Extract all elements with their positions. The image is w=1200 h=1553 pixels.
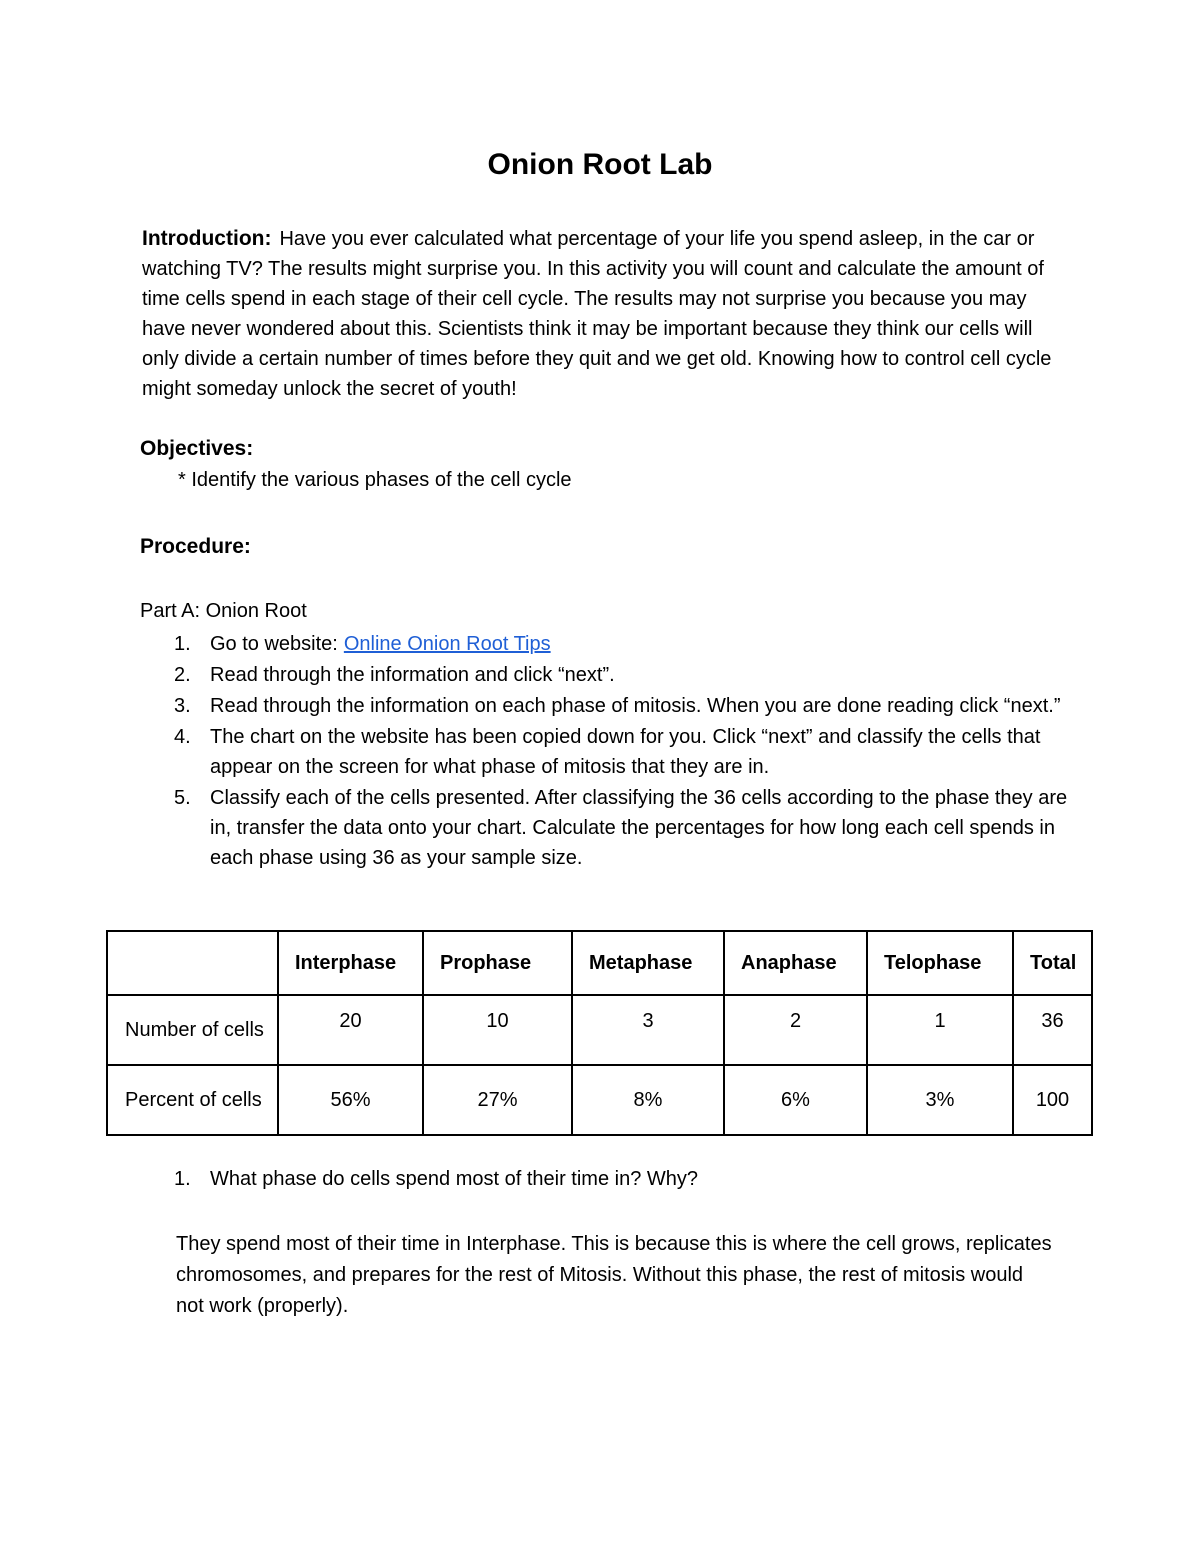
objectives-heading: Objectives: <box>140 437 254 460</box>
table-cell: 10 <box>423 995 572 1065</box>
step-number: 1. <box>174 633 191 655</box>
step-text: The chart on the website has been copied down for you. Click “next” and classify the cells that appear on the screen for what phase of mitosis that they are in. <box>210 726 1041 778</box>
table-header-cell: Prophase <box>423 931 572 995</box>
step-text: Read through the information on each phase of mitosis. When you are done reading click “next.” <box>210 695 1061 717</box>
question-number: 1. <box>174 1168 191 1190</box>
step-number: 4. <box>174 726 191 748</box>
introduction-paragraph <box>142 224 1072 404</box>
step-number: 5. <box>174 787 191 809</box>
answer-text: They spend most of their time in Interphase. This is because this is where the cell grows, replicates chromosomes, and prepares for the rest of Mitosis. Without this phase, the rest of mitosis would not work (properly). <box>176 1233 1052 1317</box>
question-text: What phase do cells spend most of their time in? Why? <box>210 1168 699 1190</box>
step-text: Go to website: <box>210 633 338 655</box>
table-cell: 56% <box>278 1065 423 1135</box>
table-row <box>107 995 1092 1065</box>
table-cell: 100 <box>1013 1065 1092 1135</box>
row-label: Percent of cells <box>107 1065 278 1135</box>
procedure-heading: Procedure: <box>140 535 251 558</box>
table-cell: 3 <box>572 995 724 1065</box>
cell-phase-table <box>106 930 1093 1136</box>
page-title: Onion Root Lab <box>487 148 713 181</box>
table-header-cell: Metaphase <box>572 931 724 995</box>
procedure-step-2 <box>0 660 1070 690</box>
row-label: Number of cells <box>107 995 278 1065</box>
table-cell: 20 <box>278 995 423 1065</box>
part-a-label: Part A: Onion Root <box>140 600 307 622</box>
table-cell: 36 <box>1013 995 1092 1065</box>
procedure-step-5 <box>0 783 1070 873</box>
table-row <box>107 1065 1092 1135</box>
procedure-step-1 <box>0 629 1070 659</box>
procedure-step-4 <box>0 722 1070 782</box>
table-header-cell: Interphase <box>278 931 423 995</box>
table-header-cell: Telophase <box>867 931 1013 995</box>
procedure-steps <box>0 629 1200 874</box>
table-header-row <box>107 931 1092 995</box>
table-cell: 27% <box>423 1065 572 1135</box>
introduction-label: Introduction: <box>142 227 272 250</box>
table-cell: 8% <box>572 1065 724 1135</box>
table-header-cell: Anaphase <box>724 931 867 995</box>
step-number: 3. <box>174 695 191 717</box>
table-cell: 2 <box>724 995 867 1065</box>
procedure-step-3 <box>0 691 1070 721</box>
table-cell: 3% <box>867 1065 1013 1135</box>
table-header-cell <box>107 931 278 995</box>
table-cell: 6% <box>724 1065 867 1135</box>
objective-item: * Identify the various phases of the cell cycle <box>178 469 572 491</box>
online-onion-root-tips-link[interactable]: Online Onion Root Tips <box>343 633 551 655</box>
step-number: 2. <box>174 664 191 686</box>
introduction-text: Have you ever calculated what percentage of your life you spend asleep, in the car or watching TV? The results might surprise you. In this activity you will count and calculate the amount of time cells spend in each stage of their cell cycle. The results may not surprise you because you may have never wondered about this. Scientists think it may be important because they think our cells will only divide a certain number of times before they quit and we get old. Knowing how to control cell cycle might someday unlock the secret of youth! <box>142 228 1052 400</box>
table-header-cell: Total <box>1013 931 1092 995</box>
step-text: Classify each of the cells presented. After classifying the 36 cells according to the phase they are in, transfer the data onto your chart. Calculate the percentages for how long each cell spends in each phase using 36 as your sample size. <box>210 787 1068 869</box>
step-text: Read through the information and click “next”. <box>210 664 615 686</box>
table-cell: 1 <box>867 995 1013 1065</box>
